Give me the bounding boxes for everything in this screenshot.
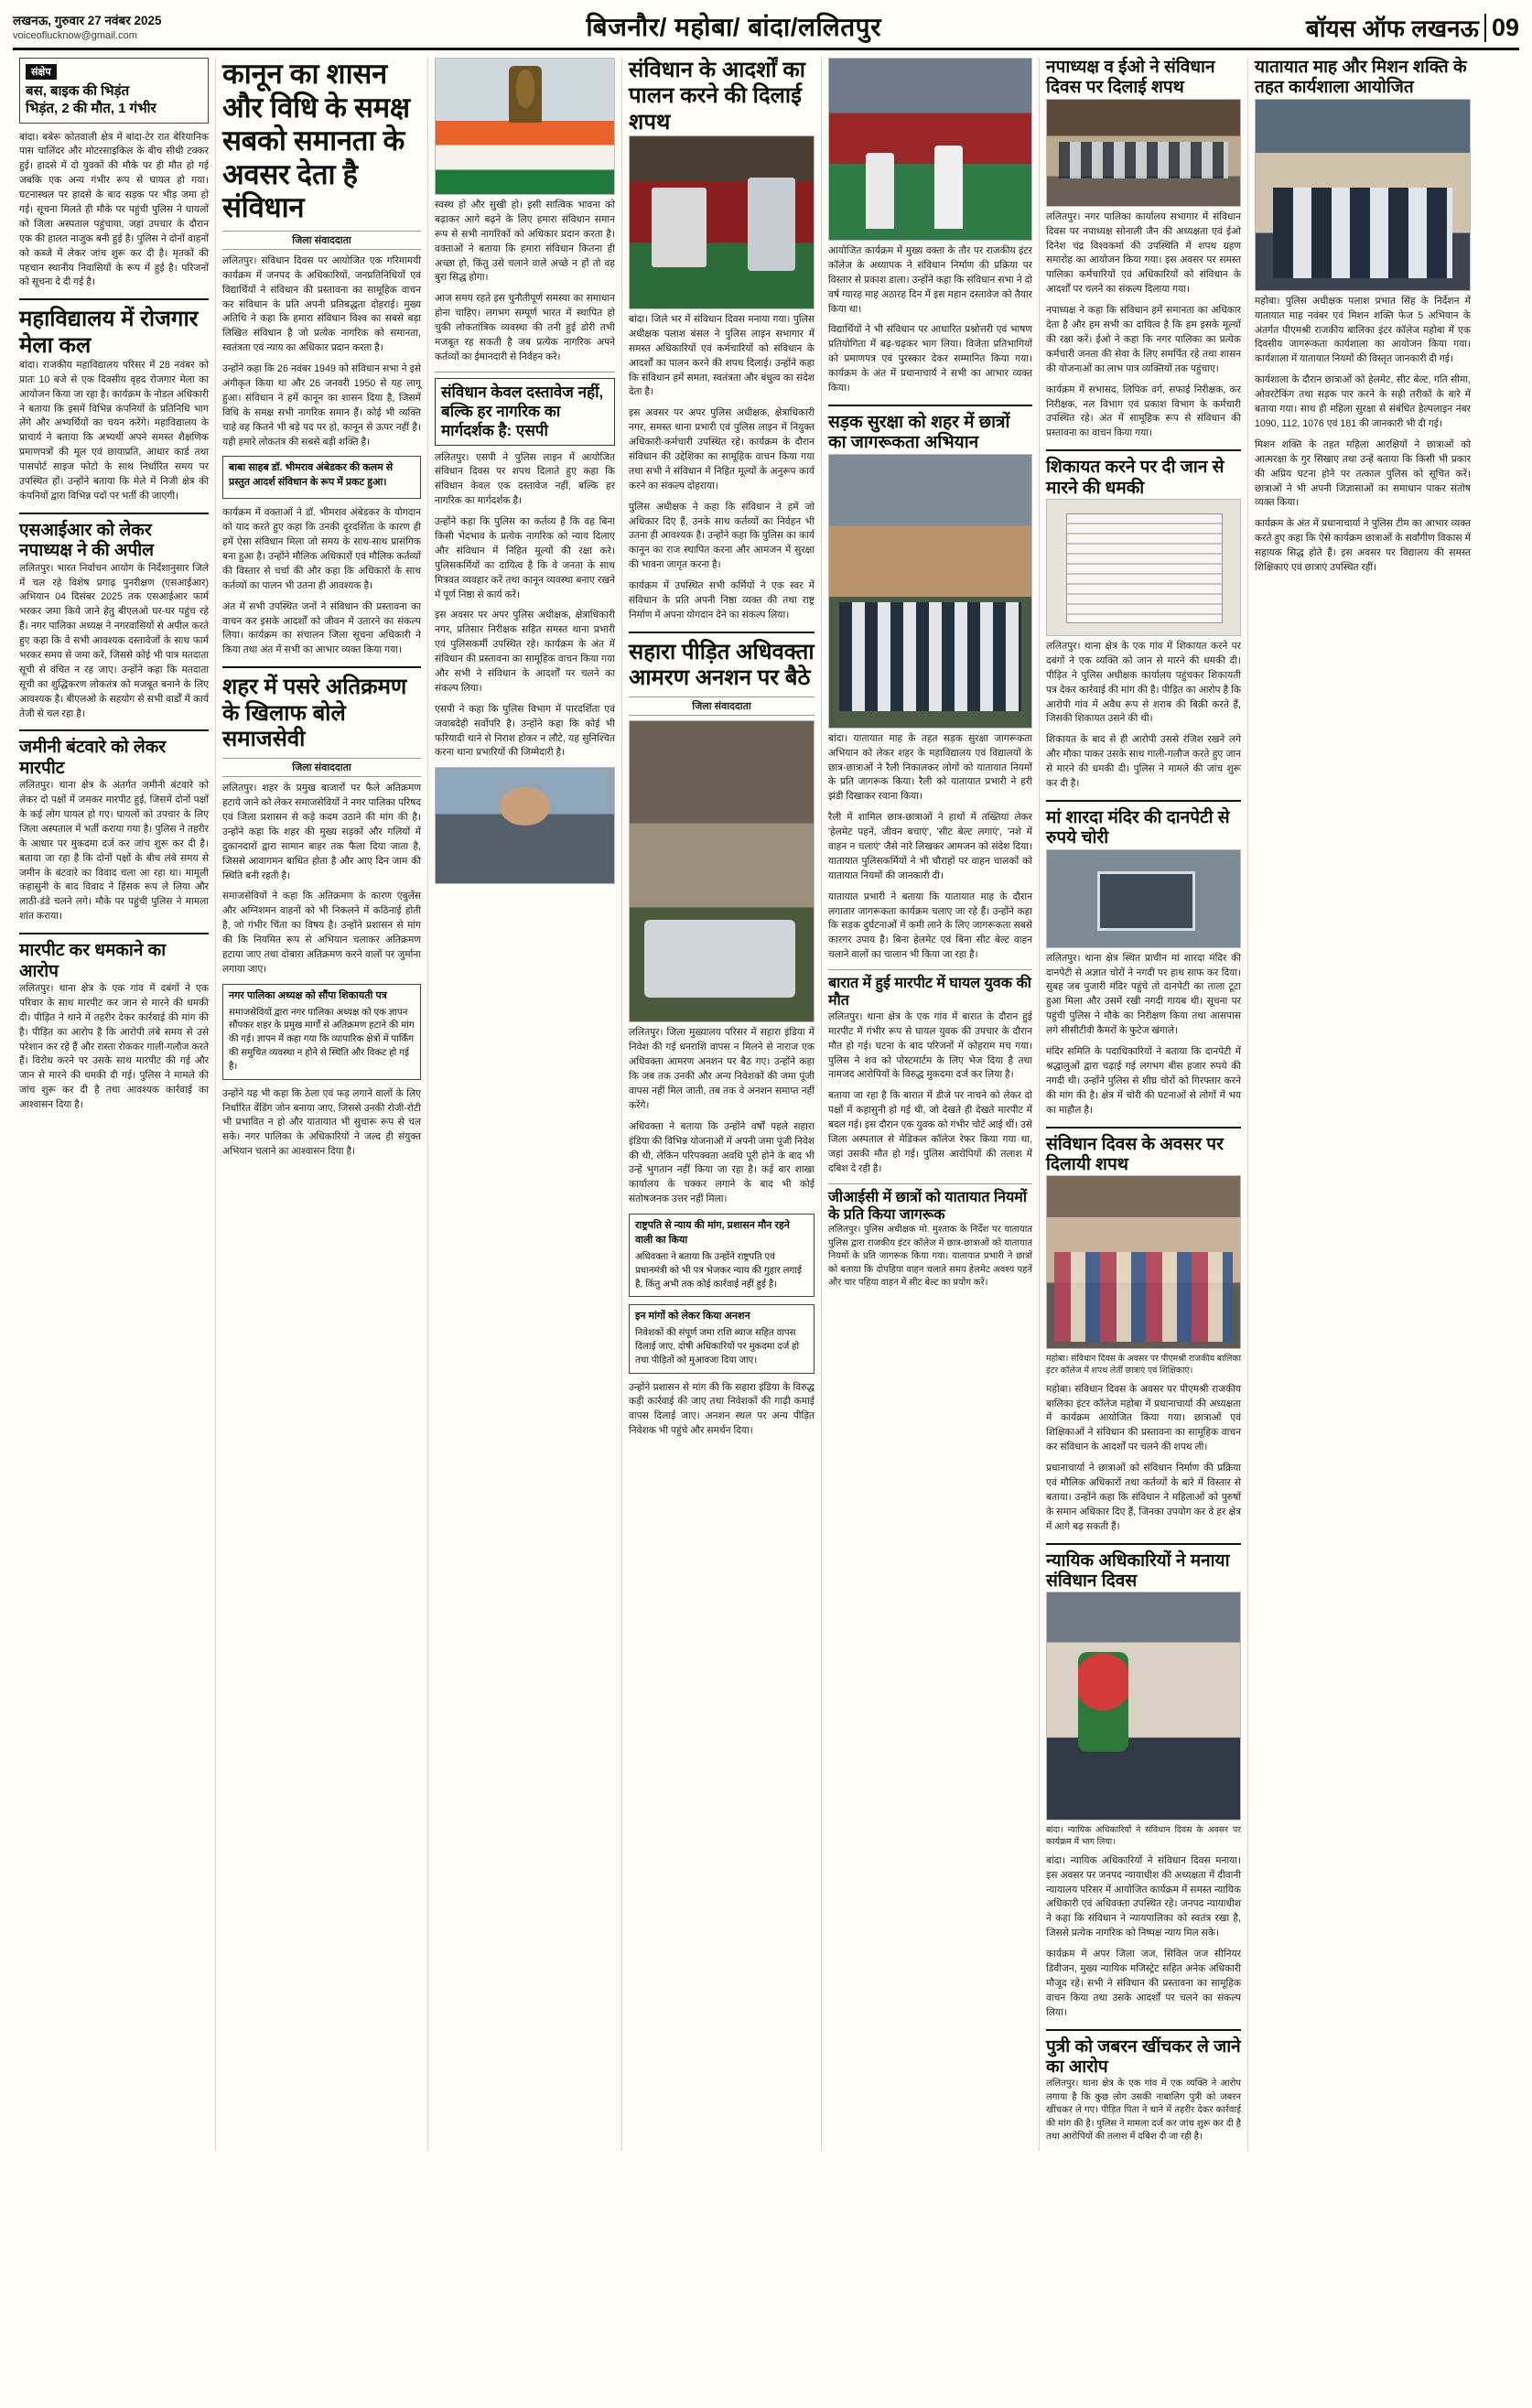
headline-traffic-workshop: यातायात माह और मिशन शक्ति के तहत कार्यशाला आयोजित — [1255, 58, 1467, 98]
article-body: बांदा। न्यायिक अधिकारियों ने संविधान दिवस मनाया। इस अवसर पर जनपद न्यायाधीश की अध्यक्षता में दीवानी न्यायालय परिसर में आयोजित कार्यक्रम में समस्त न्यायिक अधिकारी एवं अधिवक्ता उपस्थित रहे। जनपद न्यायाधीश ने कहा कि संविधान ने न्यायपालिका को स्वतंत्र रखा है, जिससे प्रत्येक नागरिक को निष्पक्ष न्याय मिल सके। — [1046, 1854, 1241, 1939]
lead-headline: कानून का शासन और विधि के समक्ष सबको समानता के अवसर देता है संविधान — [222, 58, 410, 224]
article-body: बांदा। राजकीय महाविद्यालय परिसर में 28 नवंबर को प्रातः 10 बजे से एक दिवसीय वृहद रोजगार मेला का आयोजन किया जा रहा है। कार्यक्रम के नोडल अधिकारी ने बताया कि इसमें विभिन्न कंपनियों के प्रतिनिधि भाग लेंगे और अभ्यर्थियों का चयन करेंगे। महाविद्यालय के प्राचार्य ने बताया कि अभ्यर्थी अपने समस्त शैक्षणिक प्रमाणपत्रों की मूल एवं छायाप्रति, आधार कार्ड तथा पासपोर्ट साइज फोटो के साथ निर्धारित समय पर उपस्थित हों। उन्होंने बताया कि मेले में निजी क्षेत्र की कंपनियों द्वारा विभिन्न पदों पर भर्ती की जाएगी। — [19, 359, 209, 502]
byline: जिला संवाददाता — [222, 231, 421, 250]
article-body: कार्यक्रम में उपस्थित सभी कर्मियों ने एक स्वर में संविधान के प्रति अपनी निष्ठा व्यक्त की तथा राष्ट्र निर्माण में अपना योगदान देने का संकल्प लिया। — [629, 580, 815, 621]
callout-heading: राष्ट्रपति से न्याय की मांग, प्रशासन मौन रहने वाली का किया — [635, 1220, 790, 1246]
photo-municipal-meeting — [1046, 99, 1241, 207]
article-body: बांदा। जिले भर में संविधान दिवस मनाया गया। पुलिस अधीक्षक पलाश बंसल ने पुलिस लाइन सभागार में समस्त अधिकारियों एवं कर्मचारियों को संविधान के आदर्शों का पालन करने की शपथ दिलाई। उन्होंने कहा कि संविधान हमें समता, स्वतंत्रता और बंधुत्व का संदेश देता है। — [629, 313, 815, 398]
callout-heading: इन मांगों को लेकर किया अनशन — [635, 1311, 750, 1323]
headline-temple-theft: मां शारदा मंदिर की दानपेटी से रुपये चोरी — [1046, 807, 1230, 848]
brand-name: बॉयस ऑफ लखनऊ — [1305, 15, 1479, 42]
photo-oath-ceremony — [629, 135, 815, 309]
article-body: ललितपुर। थाना क्षेत्र के एक गांव में शिकायत करने पर दबंगों ने एक व्यक्ति को जान से मारने की धमकी दी। पीड़ित ने पुलिस अधीक्षक कार्यालय पहुंचकर शिकायती पत्र देकर कार्रवाई की मांग की है। पीड़ित का आरोप है कि आरोपी गांव में अवैध रूप से शराब की बिक्री करते हैं, जिसकी शिकायत उसने की थी। — [1046, 640, 1241, 725]
article-body: स्वस्थ हो और सुखी हो। इसी सात्विक भावना को बढ़ाकर आगे बढ़ने के लिए हमारा संविधान समान रूप से सभी नागरिकों को अधिकार प्रदान करता है। वक्ताओं ने बताया कि हमारा संविधान कितना ही अच्छा हो, किंतु उसे चलाने वाले अच्छे न हों तो वह बुरा सिद्ध होगा। — [435, 200, 615, 284]
headline-abduction-allegation: पुत्री को जबरन खींचकर ले जाने का आरोप — [1046, 2036, 1241, 2077]
article-body: महोबा। संविधान दिवस के अवसर पर पीएमश्री राजकीय बालिका इंटर कॉलेज महोबा में प्रधानाचार्या की अध्यक्षता में कार्यक्रम आयोजित किया गया। छात्राओं एवं शिक्षिकाओं ने संविधान की प्रस्तावना का सामूहिक वाचन कर संविधान के आदर्शों पर चलने की शपथ ली। — [1046, 1383, 1241, 1453]
article-body: यातायात प्रभारी ने बताया कि यातायात माह के दौरान लगातार जागरूकता कार्यक्रम चलाए जा रहे हैं। उन्होंने कहा कि सड़क दुर्घटनाओं में कमी लाने के लिए जागरूकता सबसे कारगर उपाय है। बिना हेलमेट एवं बिना सीट बेल्ट वाहन चलाने वालों का चालान भी किया जा रहा है। — [828, 891, 1032, 961]
photo-constitution-emblem — [435, 58, 615, 195]
article-body: बांदा। बबेरू कोतवाली क्षेत्र में बांदा-टेर रात बेरियानिक पास चालिंदर और मोटरसाइकिल के बीच सीधी टक्कर हुई। हादसे में दो युवकों की मौके पर ही मौत हो गई जबकि एक अन्य गंभीर रूप से घायल हो गया। घटनास्थल पर हादसे के बाद सड़क पर भीड़ जमा हो गई। सूचना मिलते ही मौके पर पहुंची पुलिस ने घायलों को जिला अस्पताल पहुंचाया, जहां उपचार के दौरान एक की हालत नाजुक बनी हुई है। पुलिस ने दोनों वाहनों को कब्जे में लेकर जांच शुरू कर दी है। मृतकों की पहचान स्थानीय निवासियों के रूप में हुई है। परिजनों को सूचना दे दी गई है। — [19, 131, 209, 288]
article-body: एसपी ने कहा कि पुलिस विभाग में पारदर्शिता एवं जवाबदेही सर्वोपरि है। उन्होंने कहा कि कोई भी फरियादी थाने से निराश होकर न लौटे, यह सुनिश्चित करना थाना प्रभारियों की जिम्मेदारी है। — [435, 703, 615, 759]
article-body: कार्यशाला के दौरान छात्राओं को हेलमेट, सीट बेल्ट, गति सीमा, ओवरटेकिंग तथा सड़क पार करने के सही तरीकों के बारे में बताया गया। साथ ही महिला सुरक्षा से संबंधित हेल्पलाइन नंबर 1090, 112, 1076 एवं 181 की जानकारी भी दी गई। — [1255, 374, 1471, 429]
article-body: ललितपुर। थाना क्षेत्र के एक गांव में दबंगों ने एक परिवार के साथ मारपीट कर जान से मारने की धमकी दी। पीड़ित ने थाने में तहरीर देकर कार्रवाई की मांग की है। पीड़ित का आरोप है कि आरोपी लंबे समय से उसे परेशान कर रहे हैं और रास्ता रोककर गाली-गलौज करते हैं। विरोध करने पर उसके साथ मारपीट की गई और जान से मारने की धमकी दी गई। पुलिस ने मामले की जांच शुरू कर दी है तथा आवश्यक कार्रवाई का आश्वासन दिया है। — [19, 982, 209, 1111]
column-3 — [428, 58, 622, 2151]
headline-constitution-day-oath: संविधान दिवस के अवसर पर दिलायी शपथ — [1046, 1134, 1224, 1174]
byline: जिला संवाददाता — [629, 696, 815, 716]
photo-officer — [435, 767, 615, 884]
callout-body: निवेशकों की संपूर्ण जमा राशि ब्याज सहित वापस दिलाई जाए, दोषी अधिकारियों पर मुकदमा दर्ज हो तथा पीड़ितों को मुआवजा दिया जाए। — [635, 1328, 800, 1366]
article-body: ललितपुर। एसपी ने पुलिस लाइन में आयोजित संविधान दिवस पर शपथ दिलाते हुए कहा कि संविधान केवल एक दस्तावेज नहीं, बल्कि हर नागरिक का मार्गदर्शक है। — [435, 451, 615, 507]
column-4 — [622, 58, 822, 2151]
article-body: आज समय रहते इस चुनौतीपूर्ण समस्या का समाधान होना चाहिए। लगभग सम्पूर्ण भारत में स्थापित हो चुकी लोकतांत्रिक व्यवस्था की तनी हुई डोरी तभी मजबूत रह सकती है जब प्रत्येक नागरिक अपने कर्तव्यों का ईमानदारी से निर्वहन करे। — [435, 293, 615, 362]
callout-box-demands — [629, 1304, 815, 1373]
article-body: ललितपुर। पुलिस अधीक्षक मो. मुश्ताक के निर्देश पर यातायात पुलिस द्वारा राजकीय इंटर कॉलेज में छात्र-छात्राओं को यातायात नियमों के प्रति जागरूक किया गया। यातायात प्रभारी ने छात्रों को बताया कि दोपहिया वाहन चलाते समय हेलमेट अवश्य पहनें और चार पहिया वाहन में सीट बेल्ट का प्रयोग करें। — [828, 1225, 1032, 1289]
masthead-right — [1306, 11, 1519, 44]
divider — [828, 405, 1032, 406]
article-body: विद्यार्थियों ने भी संविधान पर आधारित प्रश्नोत्तरी एवं भाषण प्रतियोगिता में बढ़-चढ़कर भाग लिया। विजेता प्रतिभागियों को प्रमाणपत्र एवं पुरस्कार देकर सम्मानित किया गया। कार्यक्रम के अंत में प्रधानाचार्य ने सभी का आभार व्यक्त किया। — [828, 324, 1032, 394]
article-body: उन्होंने प्रशासन से मांग की कि सहारा इंडिया के विरुद्ध कड़ी कार्रवाई की जाए तथा निवेशकों की गाढ़ी कमाई वापस दिलाई जाए। अनशन स्थल पर अन्य पीड़ित निवेशक भी पहुंचे और समर्थन दिया। — [629, 1381, 815, 1437]
article-body: ललितपुर। संविधान दिवस पर आयोजित एक गरिमामयी कार्यक्रम में जनपद के अधिकारियों, जनप्रतिनिधियों एवं विद्यार्थियों ने संविधान की प्रस्तावना का सामूहिक वाचन कर संविधान के प्रति अपनी प्रतिबद्धता दोहराई। मुख्य अतिथि ने कहा कि हमारा संविधान विश्व का सबसे बड़ा लिखित संविधान है जो प्रत्येक नागरिक को समानता, स्वतंत्रता एवं न्याय का अधिकार प्रदान करता है। — [222, 254, 421, 354]
callout-box — [222, 984, 421, 1080]
photo-caption: महोबा। संविधान दिवस के अवसर पर पीएमश्री राजकीय बालिका इंटर कॉलेज में शपथ लेतीं छात्राएं एवं शिक्षिकाएं। — [1046, 1353, 1241, 1375]
headline-oath-ideals: संविधान के आदर्शों का पालन करने की दिलाई शपथ — [629, 58, 805, 135]
article-body: उन्होंने कहा कि पुलिस का कर्तव्य है कि वह बिना किसी भेदभाव के प्रत्येक नागरिक को न्याय दिलाए और संविधान में निहित मूल्यों की रक्षा करे। पुलिसकर्मियों का दायित्व है कि वे जनता के साथ मित्रवत व्यवहार करें तथा कानून व्यवस्था बनाए रखने में पूर्ण निष्ठा से कार्य करें। — [435, 516, 615, 600]
headline-threat-case: मारपीट कर धमकाने का आरोप — [19, 941, 167, 981]
brief-label: संक्षेप — [26, 64, 57, 80]
article-body: ललितपुर। थाना क्षेत्र के एक गांव में एक व्यक्ति ने आरोप लगाया है कि कुछ लोग उसकी नाबालिग पुत्री को जबरन खींचकर ले गए। पीड़ित पिता ने थाने में तहरीर देकर कार्रवाई की मांग की है। पुलिस ने मामला दर्ज कर जांच शुरू कर दी है तथा आरोपियों की तलाश में दबिश दी जा रही है। — [1046, 2079, 1241, 2143]
masthead — [13, 9, 1519, 50]
article-body: रैली में शामिल छात्र-छात्राओं ने हाथों में तख्तियां लेकर 'हेलमेट पहनें, जीवन बचाएं', 'सीट बेल्ट लगाएं', 'नशे में वाहन न चलाएं' जैसे नारे लिखकर आमजन को संदेश दिया। यातायात पुलिसकर्मियों ने भी चौराहों पर वाहन चालकों को यातायात नियमों की जानकारी दी। — [828, 812, 1032, 881]
article-body: समाजसेवियों ने कहा कि अतिक्रमण के कारण एंबुलेंस और अग्निशमन वाहनों को भी निकलने में कठिनाई होती है, जो गंभीर चिंता का विषय है। उन्होंने प्रशासन से मांग की कि नियमित रूप से अभियान चलाकर अतिक्रमण हटाया जाए तथा दोबारा अतिक्रमण करने वालों पर जुर्माना लगाया जाए। — [222, 891, 421, 975]
headline-sp-statement: संविधान केवल दस्तावेज नहीं, बल्कि हर नागरिक का मार्गदर्शक है: एसपी — [435, 378, 615, 446]
headline-barat-death: बारात में हुई मारपीट में घायल युवक की मौत — [828, 976, 1031, 1009]
divider — [1046, 449, 1241, 451]
column-7 — [1248, 58, 1477, 2151]
article-body: कार्यक्रम में वक्ताओं ने डॉ. भीमराव अंबेडकर के योगदान को याद करते हुए कहा कि उनकी दूरदर्शिता के कारण ही हमें ऐसा संविधान मिला जो समय के साथ-साथ प्रासंगिक बना हुआ है। उन्होंने मौलिक अधिकारों एवं मौलिक कर्तव्यों की विस्तार से चर्चा की और कहा कि अधिकारों के साथ कर्तव्यों का पालन भी उतना ही आवश्यक है। — [222, 507, 421, 591]
article-body: पुलिस अधीक्षक ने कहा कि संविधान ने हमें जो अधिकार दिए हैं, उनके साथ कर्तव्यों का निर्वहन भी उतना ही आवश्यक है। उन्होंने कहा कि पुलिस का कार्य कानून का राज स्थापित करना और आमजन में सुरक्षा की भावना जागृत करना है। — [629, 501, 815, 571]
divider — [19, 729, 209, 731]
article-body: ललितपुर। जिला मुख्यालय परिसर में सहारा इंडिया में निवेश की गई धनराशि वापस न मिलने से नाराज एक अधिवक्ता आमरण अनशन पर बैठ गए। उन्होंने कहा कि जब तक उनकी और अन्य निवेशकों की जमा पूंजी वापस नहीं मिल जाती, तब तक वे अनशन समाप्त नहीं करेंगे। — [629, 1027, 815, 1111]
callout-body: समाजसेवियों द्वारा नगर पालिका अध्यक्ष को एक ज्ञापन सौंपकर शहर के प्रमुख मार्गों से अतिक्रमण हटाने की मांग की गई। ज्ञापन में कहा गया कि व्यापारिक क्षेत्रों में पार्किंग की समुचित व्यवस्था न होने से स्थिति और विकट हो गई है। — [229, 1007, 415, 1072]
photo-complaint-letter — [1046, 499, 1241, 636]
headline-judicial-officers: न्यायिक अधिकारियों ने मनाया संविधान दिवस — [1046, 1550, 1230, 1591]
column-2 — [216, 58, 428, 2151]
article-body: ललितपुर। शहर के प्रमुख बाजारों पर फैले अतिक्रमण हटाये जाने को लेकर समाजसेवियों ने नगर पालिका परिषद एवं जिला प्रशासन से कड़े कदम उठाने की मांग की है। उन्होंने कहा कि शहर की मुख्य सड़कों और गलियों में दुकानदारों द्वारा सामान बाहर तक फैला दिया जाता है, जिससे आवागमन बाधित होता है और आए दिन जाम की स्थिति बनी रहती है। — [222, 783, 421, 881]
article-body: ललितपुर। थाना क्षेत्र के अंतर्गत जमीनी बंटवारे को लेकर दो पक्षों में जमकर मारपीट हुई, जिसमें दोनों पक्षों के कई लोग घायल हो गए। घायलों को उपचार के लिए जिला अस्पताल में भर्ती कराया गया है। पुलिस ने तहरीर के आधार पर मुकदमा दर्ज कर जांच शुरू कर दी है। बताया जा रहा है कि दोनों पक्षों के बीच लंबे समय से जमीन के बंटवारे का विवाद चला आ रहा था। मामूली कहासुनी के बाद विवाद ने हिंसक रूप ले लिया और लाठी-डंडे चलने लगे। मौके पर पहुंची पुलिस ने मामला शांत कराया। — [19, 780, 209, 923]
article-body: इस अवसर पर अपर पुलिस अधीक्षक, क्षेत्राधिकारी नगर, प्रतिसार निरीक्षक सहित समस्त थाना प्रभारी एवं पुलिसकर्मी उपस्थित रहे। कार्यक्रम के अंत में संविधान की प्रस्तावना का सामूहिक वाचन किया गया और सभी ने संविधान के आदर्शों पर चलने का संकल्प लिया। — [435, 610, 615, 694]
headline-rozgar-mela: महाविद्यालय में रोजगार मेला कल — [19, 307, 199, 358]
publication-date: लखनऊ, गुरुवार 27 नवंबर 2025 — [13, 13, 162, 27]
photo-hunger-strike — [629, 720, 815, 1022]
divider — [828, 1183, 1032, 1184]
divider — [19, 513, 209, 514]
headline-land-dispute: जमीनी बंटवारे को लेकर मारपीट — [19, 738, 167, 778]
headline-npa-oath: नपाध्यक्ष व ईओ ने संविधान दिवस पर दिलाई शपथ — [1046, 58, 1215, 98]
article-body: शिकायत के बाद से ही आरोपी उससे रंजिश रखने लगे और मौका पाकर उसके साथ गाली-गलौज करते हुए जान से मारने की धमकी दी। पुलिस ने मामले की जांच शुरू कर दी है। — [1046, 734, 1241, 789]
headline-road-safety: सड़क सुरक्षा को शहर में छात्रों का जागरूकता अभियान — [828, 412, 1010, 453]
column-5 — [822, 58, 1040, 2151]
page-number: 09 — [1484, 14, 1519, 42]
headline-death-threat: शिकायत करने पर दी जान से मारने की धमकी — [1046, 458, 1225, 498]
content-grid — [13, 58, 1519, 2151]
divider — [828, 969, 1032, 970]
article-body: कार्यक्रम के अंत में प्रधानाचार्या ने पुलिस टीम का आभार व्यक्त करते हुए कहा कि ऐसे कार्यक्रम छात्राओं के सर्वांगीण विकास में सहायक सिद्ध होते हैं। इस अवसर पर विद्यालय की समस्त शिक्षिकाएं एवं छात्राएं उपस्थित रहीं। — [1255, 518, 1471, 573]
article-body: ललितपुर। थाना क्षेत्र के एक गांव में बारात के दौरान हुई मारपीट में गंभीर रूप से घायल युवक की उपचार के दौरान मौत हो गई। घटना के बाद परिजनों में कोहराम मच गया। पुलिस ने शव को पोस्टमार्टम के लिए भेज दिया है तथा नामजद आरोपियों के विरुद्ध मुकदमा दर्ज कर लिया है। — [828, 1010, 1032, 1081]
photo-donation-box — [1046, 849, 1241, 948]
article-body: उन्होंने कहा कि 26 नवंबर 1949 को संविधान सभा ने इसे अंगीकृत किया था और 26 जनवरी 1950 से यह लागू हुआ। संविधान ने हमें कानून का शासन दिया है, जिसमें विधि के समक्ष सभी नागरिक समान हैं। कोई भी व्यक्ति चाहे वह कितने भी बड़े पद पर हो, कानून से ऊपर नहीं है। यही हमारे लोकतंत्र की सबसे बड़ी शक्ति है। — [222, 363, 421, 448]
divider — [1046, 800, 1241, 802]
article-body: इस अवसर पर अपर पुलिस अधीक्षक, क्षेत्राधिकारी नगर, समस्त थाना प्रभारी एवं पुलिस लाइन में नियुक्त अधिकारी-कर्मचारी उपस्थित रहे। कार्यक्रम के दौरान संविधान की उद्देशिका का सामूहिक वाचन किया गया तथा सभी ने संविधान में निहित मूल्यों के अनुरूप कार्य करने का संकल्प दोहराया। — [629, 407, 815, 491]
divider — [19, 298, 209, 300]
headline-encroachment: शहर में पसरे अतिक्रमण के खिलाफ बोले समाजसेवी — [222, 675, 407, 751]
photo-student-rally — [828, 454, 1032, 729]
article-body: अधिवक्ता ने बताया कि उन्होंने वर्षों पहले सहारा इंडिया की विभिन्न योजनाओं में अपनी जमा पूंजी निवेश की थी, लेकिन परिपक्वता अवधि पूरी होने के बाद भी उन्हें भुगतान नहीं किया जा रहा है। कई बार शाखा कार्यालय के चक्कर लगाने के बाद भी कोई संतोषजनक उत्तर नहीं मिला। — [629, 1120, 815, 1205]
article-body: ललितपुर। भारत निर्वाचन आयोग के निर्देशानुसार जिले में चल रहे विशेष प्रगाढ़ पुनरीक्षण (एसआईआर) अभियान 04 दिसंबर 2025 तक एसआईआर फार्म भरकर जमा किये जाने हेतु बीएलओ घर-घर पहुंच रहे हैं। नगर पालिका अध्यक्ष ने नगरवासियों से अपील करते हुए कहा कि वे सभी आवश्यक दस्तावेजों के साथ फार्म भरकर समय से जमा करें, जिससे कोई भी पात्र मतदाता सूची से वंचित न रह जाए। उन्होंने कहा कि मतदाता सूची का शुद्धिकरण लोकतंत्र को मजबूत बनाने के लिए आवश्यक है। बीएलओ के सहयोग से सभी वार्डों में कार्य तेजी से चल रहा है। — [19, 562, 209, 719]
column-1 — [13, 58, 216, 2151]
brief-box — [19, 58, 209, 124]
article-body: ललितपुर। थाना क्षेत्र स्थित प्राचीन मां शारदा मंदिर की दानपेटी से अज्ञात चोरों ने नगदी पर हाथ साफ कर दिया। सुबह जब पुजारी मंदिर पहुंचे तो दानपेटी का ताला टूटा हुआ मिला और उसमें रखी नगदी गायब थी। सूचना पर पहुंची पुलिस ने मौके का निरीक्षण किया तथा आसपास लगे सीसीटीवी कैमरों के फुटेज खंगाले। — [1046, 952, 1241, 1037]
headline-hunger-strike: सहारा पीड़ित अधिवक्ता आमरण अनशन पर बैठे — [629, 639, 815, 691]
brief-headline: बस, बाइक की भिड़ंत — [26, 83, 130, 99]
divider — [222, 666, 421, 668]
divider — [1046, 1127, 1241, 1128]
column-6 — [1040, 58, 1248, 2151]
callout-body: अधिवक्ता ने बताया कि उन्होंने राष्ट्रपति एवं प्रधानमंत्री को भी पत्र भेजकर न्याय की गुहार लगाई है, किंतु अभी तक कोई कार्रवाई नहीं हुई है। — [635, 1251, 802, 1290]
photo-judicial-program — [1046, 1592, 1241, 1820]
callout-caption: बाबा साहब डॉ. भीमराव अंबेडकर की कलम से प्रस्तुत आदर्श संविधान के रूप में प्रकट हुआ। — [229, 462, 394, 489]
callout-box — [222, 456, 421, 499]
photo-caption: बांदा। न्यायिक अधिकारियों ने संविधान दिवस के अवसर पर कार्यक्रम में भाग लिया। — [1046, 1824, 1241, 1847]
article-body: नपाध्यक्ष ने कहा कि संविधान हमें समानता का अधिकार देता है और हम सभी का दायित्व है कि हम इसके मूल्यों की रक्षा करें। ईओ ने कहा कि नगर पालिका का प्रत्येक कर्मचारी जनता की सेवा के लिए समर्पित रहे तथा शासन की योजनाओं का लाभ पात्र व्यक्तियों तक पहुंचाए। — [1046, 305, 1241, 374]
callout-heading: नगर पालिका अध्यक्ष को सौंपा शिकायती पत्र — [229, 989, 387, 1001]
byline: जिला संवाददाता — [222, 758, 421, 777]
divider — [19, 933, 209, 934]
brief-subheadline: भिड़ंत, 2 की मौत, 1 गंभीर — [26, 100, 156, 116]
callout-box — [629, 1214, 815, 1297]
divider — [629, 632, 815, 633]
headline-gic-awareness: जीआईसी में छात्रों को यातायात नियमों के प्रति किया जागरूक — [828, 1189, 1027, 1223]
divider — [435, 372, 615, 373]
divider — [1046, 1543, 1241, 1545]
article-body: कार्यक्रम में अपर जिला जज, सिविल जज सीनियर डिवीजन, मुख्य न्यायिक मजिस्ट्रेट सहित अनेक अधिकारी मौजूद रहे। सभी ने संविधान की प्रस्तावना का सामूहिक वाचन किया तथा उसके आदर्शों पर चलने का संकल्प लिया। — [1046, 1949, 1241, 2018]
headline-sir-appeal: एसआईआर को लेकर नपाध्यक्ष ने की अपील — [19, 520, 155, 561]
divider — [1046, 2029, 1241, 2031]
contact-email: voiceoflucknow@gmail.com — [13, 30, 137, 42]
article-body: ललितपुर। नगर पालिका कार्यालय सभागार में संविधान दिवस पर नपाध्यक्ष सोनाली जैन की अध्यक्षता एवं ईओ दिनेश चंद्र विश्वकर्मा की उपस्थिति में शपथ ग्रहण समारोह का आयोजन किया गया। इस अवसर पर समस्त पालिका कर्मचारियों एवं अधिकारियों को संविधान के आदर्शों पर चलने का संकल्प दिलाया गया। — [1046, 211, 1241, 296]
article-body: मिशन शक्ति के तहत महिला आरक्षियों ने छात्राओं को आत्मरक्षा के गुर सिखाए तथा उन्हें बताया कि किसी भी प्रकार की अप्रिय घटना होने पर तत्काल पुलिस को सूचित करें। छात्राओं ने भी अपनी जिज्ञासाओं का समाधान पाकर संतोष व्यक्त किया। — [1255, 438, 1471, 509]
article-body: महोबा। पुलिस अधीक्षक पलाश प्रभात सिंह के निर्देशन में यातायात माह नवंबर एवं मिशन शक्ति फेज 5 अभियान के अंतर्गत पीएमश्री राजकीय बालिका इंटर कॉलेज महोबा में एक दिवसीय जागरूकता कार्यशाला का आयोजन किया गया। कार्यशाला में यातायात नियमों की विस्तृत जानकारी दी गई। — [1255, 295, 1471, 365]
masthead-left — [13, 12, 162, 45]
photo-stage-program — [828, 58, 1032, 241]
article-body: बांदा। यातायात माह के तहत सड़क सुरक्षा जागरूकता अभियान को लेकर शहर के महाविद्यालय एवं विद्यालयों के छात्र-छात्राओं ने रैली निकालकर लोगों को यातायात नियमों के प्रति जागरूक किया। रैली को यातायात प्रभारी ने हरी झंडी दिखाकर रवाना किया। — [828, 732, 1032, 803]
article-body: प्रधानाचार्या ने छात्राओं को संविधान निर्माण की प्रक्रिया एवं मौलिक अधिकारों तथा कर्तव्यों के बारे में विस्तार से बताया। उन्होंने कहा कि संविधान ने महिलाओं को पुरुषों के समान अधिकार दिए हैं, जिनका उपयोग कर वे हर क्षेत्र में आगे बढ़ सकती हैं। — [1046, 1463, 1241, 1532]
edition-title: बिजनौर/ महोबा/ बांदा/ललितपुर — [586, 13, 882, 41]
article-body: आयोजित कार्यक्रम में मुख्य वक्ता के तौर पर राजकीय इंटर कॉलेज के अध्यापक ने संविधान निर्माण की प्रक्रिया पर विस्तार से प्रकाश डाला। उन्होंने कहा कि संविधान सभा ने दो वर्ष ग्यारह माह अठारह दिन में इस महान दस्तावेज को तैयार किया था। — [828, 245, 1032, 315]
article-body: उन्होंने यह भी कहा कि ठेला एवं फड़ लगाने वालों के लिए निर्धारित वेंडिंग जोन बनाया जाए, जिससे उनकी रोजी-रोटी भी प्रभावित न हो और यातायात भी सुचारू रूप से चल सके। नगर पालिका के अधिकारियों ने जल्द ही संयुक्त अभियान चलाने का आश्वासन दिया है। — [222, 1087, 421, 1158]
article-body: अंत में सभी उपस्थित जनों ने संविधान की प्रस्तावना का वाचन कर इसके आदर्शों को जीवन में उतारने का संकल्प लिया। कार्यक्रम का संचालन जिला सूचना अधिकारी ने किया तथा अंत में सभी का आभार व्यक्त किया गया। — [222, 600, 421, 656]
article-body: मंदिर समिति के पदाधिकारियों ने बताया कि दानपेटी में श्रद्धालुओं द्वारा चढ़ाई गई लगभग बीस हजार रुपये की नगदी थी। उन्होंने पुलिस से शीघ्र चोरों को गिरफ्तार करने की मांग की है। क्षेत्र में चोरी की घटनाओं से लोगों में भय का माहौल है। — [1046, 1046, 1241, 1116]
photo-girls-college-oath — [1046, 1175, 1241, 1349]
article-body: कार्यक्रम में सभासद, लिपिक वर्ग, सफाई निरीक्षक, कर निरीक्षक, नल विभाग एवं प्रकाश विभाग के कर्मचारी उपस्थित रहे। अंत में सामूहिक रूप से संविधान की प्रस्तावना का वाचन किया गया। — [1046, 383, 1241, 439]
photo-workshop — [1255, 99, 1471, 291]
article-body: बताया जा रहा है कि बारात में डीजे पर नाचने को लेकर दो पक्षों में कहासुनी हो गई थी, जो देखते ही देखते मारपीट में बदल गई। इस दौरान एक युवक को गंभीर चोटें आई थीं। उसे जिला अस्पताल से मेडिकल कॉलेज रेफर किया गया था, जहां उसकी मौत हो गई। पुलिस आरोपियों की तलाश में दबिश दे रही है। — [828, 1090, 1032, 1174]
